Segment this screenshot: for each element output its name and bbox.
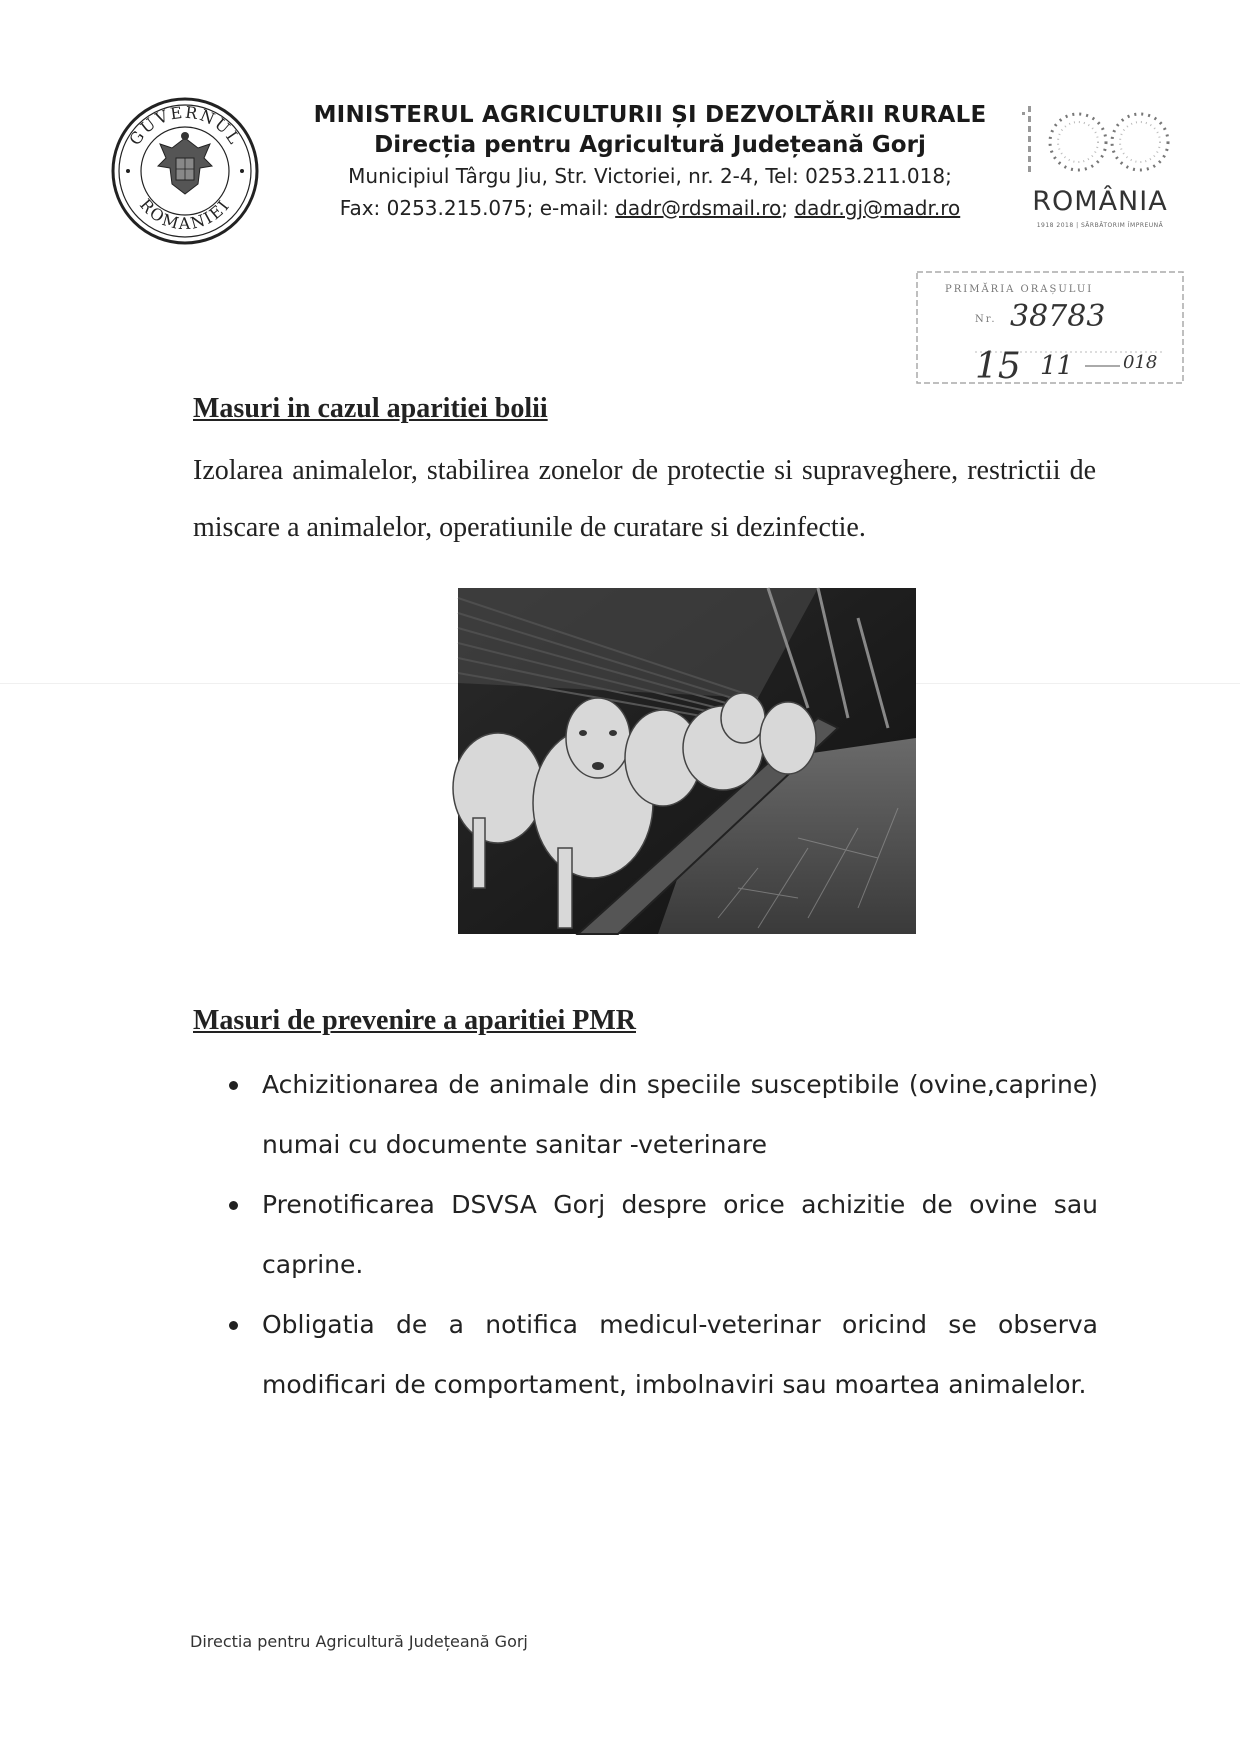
bullet-icon xyxy=(229,1321,238,1330)
ministry-name: MINISTERUL AGRICULTURII ȘI DEZVOLTĂRII RURALE xyxy=(313,102,987,128)
seal-bottom-text: ROMANIEI xyxy=(136,195,234,234)
stamp-day: 15 xyxy=(975,346,1021,387)
letterhead-text xyxy=(280,100,1020,224)
list-item xyxy=(220,1295,1098,1415)
centenary-number-graphic xyxy=(910,0,1190,186)
bullet-icon xyxy=(229,1201,238,1210)
coat-of-arms-icon xyxy=(158,132,212,194)
list-item-text: Obligatia de a notifica medicul-veterinar oricind se observa modificari de comportament, imbolnaviri sau moartea animalelor. xyxy=(262,1310,1098,1399)
list-item-text: Achizitionarea de animale din speciile susceptibile (ovine,caprine) numai cu documente sanitar -veterinare xyxy=(262,1070,1098,1159)
list-item xyxy=(220,1055,1098,1175)
goats-feeding-photo xyxy=(458,588,916,934)
government-seal xyxy=(110,96,260,246)
email-link-rdsmail[interactable]: dadr@rdsmail.ro xyxy=(615,196,782,220)
page-footer: Directia pentru Agricultură Județeană Gorj xyxy=(190,1632,528,1651)
directorate-name: Direcția pentru Agricultură Județeană Gorj xyxy=(374,132,926,158)
stamp-registration-number: 38783 xyxy=(1010,299,1106,334)
svg-text:Nr.: Nr. xyxy=(975,314,997,325)
section-title-prevention-measures: Masuri de prevenire a aparitiei PMR xyxy=(193,1005,636,1036)
list-item-text: Prenotificarea DSVSA Gorj despre orice achizitie de ovine sau caprine. xyxy=(262,1190,1098,1279)
centenary-number: 100 xyxy=(910,0,912,1)
centenary-word: ROMÂNIA xyxy=(1032,186,1168,217)
seal-top-text: GUVERNUL xyxy=(125,102,245,149)
email-separator: ; xyxy=(781,196,795,220)
prevention-measures-list xyxy=(220,1055,1098,1415)
email-link-madr[interactable]: dadr.gj@madr.ro xyxy=(794,196,961,220)
stamp-month: 11 xyxy=(1040,351,1074,381)
contact-line xyxy=(280,192,1020,224)
stamp-institution: PRIMĂRIA ORAȘULUI xyxy=(945,284,1094,295)
centenary-logo xyxy=(910,0,1190,230)
disease-measures-text: Izolarea animalelor, stabilirea zonelor de protectie si supraveghere, restrictii de miscare a animalelor, operatiunile de curatare si dezinfectie. xyxy=(193,455,1096,543)
registration-stamp xyxy=(915,270,1185,385)
list-item xyxy=(220,1175,1098,1295)
letterhead xyxy=(0,0,1240,260)
bullet-icon xyxy=(229,1081,238,1090)
fax-label: Fax: 0253.215.075; e-mail: xyxy=(339,196,616,220)
stamp-year: 018 xyxy=(1123,352,1158,373)
section-title-disease-measures: Masuri in cazul aparitiei bolii xyxy=(193,393,548,424)
address-line: Municipiul Târgu Jiu, Str. Victoriei, nr. 2-4, Tel: 0253.211.018; xyxy=(348,164,952,188)
centenary-tagline: 1918 2018 | SĂRBĂTORIM ÎMPREUNĂ xyxy=(1036,222,1164,229)
